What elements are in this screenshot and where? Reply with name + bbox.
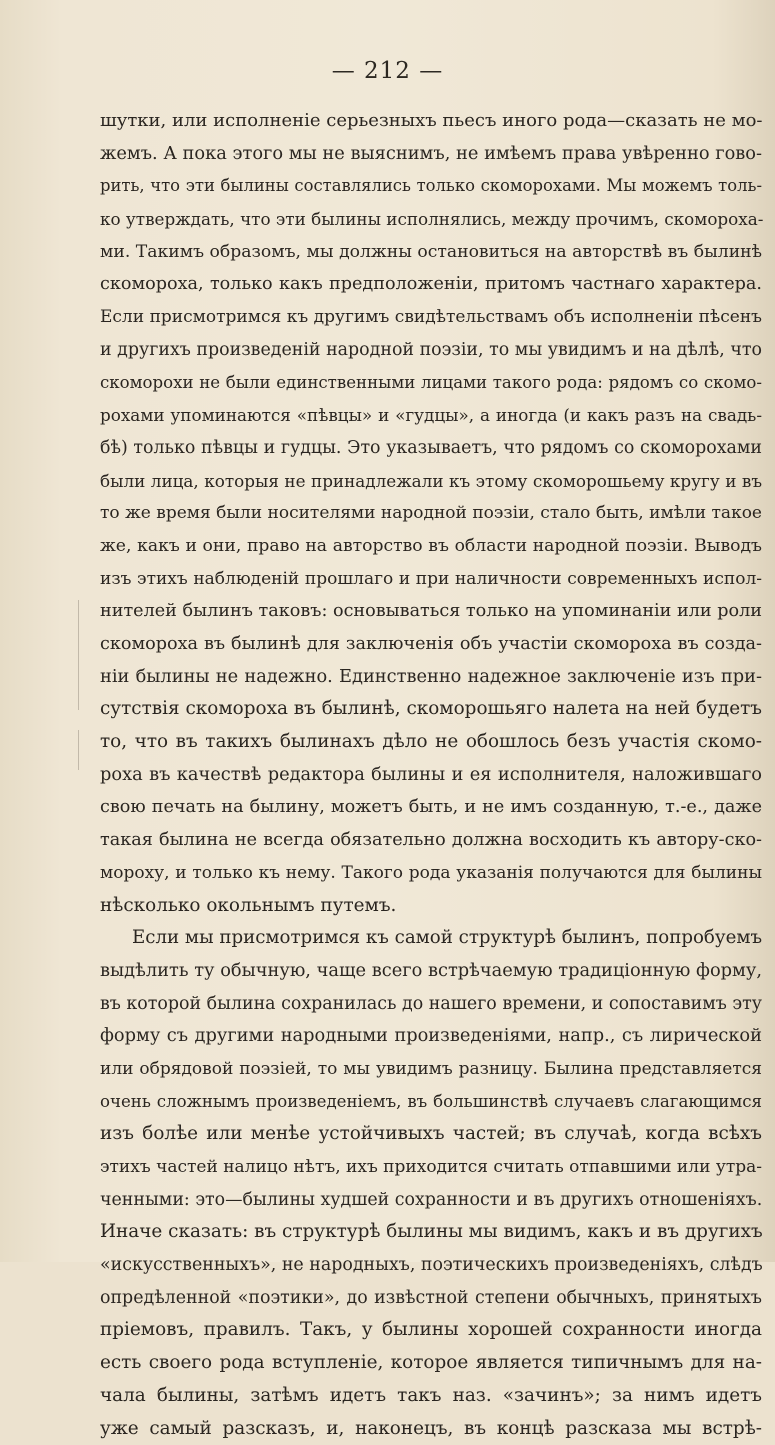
text-line: нѣсколько окольнымъ путемъ. <box>100 890 762 923</box>
text-line: же, какъ и они, право на авторство въ области народной поэзіи. Выводъ <box>100 530 762 563</box>
text-line: опредѣленной «поэтики», до извѣстной степени обычныхъ, принятыхъ <box>100 1282 762 1315</box>
margin-pencil-mark <box>78 730 79 770</box>
text-line: были лица, которыя не принадлежали къ этому скоморошьему кругу и въ <box>100 465 762 498</box>
text-line: выдѣлить ту обычную, чаще всего встрѣчаемую традиціонную форму, <box>100 955 762 988</box>
text-line: свою печать на былину, можетъ быть, и не имъ созданную, т.-е., даже <box>100 791 762 824</box>
text-line: этихъ частей налицо нѣтъ, ихъ приходится считать отпавшими или утра- <box>100 1151 762 1184</box>
text-line: «искусственныхъ», не народныхъ, поэтическихъ произведеніяхъ, слѣдъ <box>100 1249 762 1282</box>
text-line: есть своего рода вступленіе, которое является типичнымъ для на- <box>100 1347 762 1380</box>
text-line: очень сложнымъ произведеніемъ, въ большинствѣ случаевъ слагающимся <box>100 1086 762 1119</box>
text-line: рохами упоминаются «пѣвцы» и «гудцы», а иногда (и какъ разъ на свадь- <box>100 399 762 432</box>
text-line: мороху, и только къ нему. Такого рода указанія получаются для былины <box>100 857 762 890</box>
text-line: пріемовъ, правилъ. Такъ, у былины хорошей сохранности иногда <box>100 1314 762 1347</box>
text-line: шутки, или исполненіе серьезныхъ пьесъ иного рода—сказать не мо- <box>100 105 762 138</box>
text-line: и другихъ произведеній народной поэзіи, то мы увидимъ и на дѣлѣ, что <box>100 334 762 367</box>
text-line: чала былины, затѣмъ идетъ такъ наз. «зачинъ»; за нимъ идетъ <box>100 1380 762 1413</box>
margin-pencil-mark <box>78 600 79 710</box>
text-line: Если мы присмотримся къ самой структурѣ былинъ, попробуемъ <box>100 922 762 955</box>
text-line: скоморохи не были единственными лицами такого рода: рядомъ со скомо- <box>100 367 762 400</box>
paragraph-1 <box>100 105 762 922</box>
text-line: жемъ. А пока этого мы не выяснимъ, не имѣемъ права увѣренно гово- <box>100 138 762 171</box>
paragraph-2 <box>100 922 762 1445</box>
text-line: рить, что эти былины составлялись только скоморохами. Мы можемъ толь- <box>100 170 762 203</box>
text-line: изъ болѣе или менѣе устойчивыхъ частей; въ случаѣ, когда всѣхъ <box>100 1118 762 1151</box>
text-line: ченными: это—былины худшей сохранности и въ другихъ отношеніяхъ. <box>100 1184 762 1217</box>
text-line: или обрядовой поэзіей, то мы увидимъ разницу. Былина представляется <box>100 1053 762 1086</box>
text-line: изъ этихъ наблюденій прошлаго и при наличности современныхъ испол- <box>100 563 762 596</box>
text-line: нителей былинъ таковъ: основываться только на упоминаніи или роли <box>100 595 762 628</box>
text-line: скомороха, только какъ предположеніи, притомъ частнаго характера. <box>100 268 762 301</box>
text-line: роха въ качествѣ редактора былины и ея исполнителя, наложившаго <box>100 759 762 792</box>
text-line: форму съ другими народными произведеніями, напр., съ лирической <box>100 1020 762 1053</box>
page-number: — 212 — <box>0 58 775 84</box>
text-line: уже самый разсказъ, и, наконецъ, въ концѣ разсказа мы встрѣ- <box>100 1413 762 1445</box>
text-line: ніи былины не надежно. Единственно надежное заключеніе изъ при- <box>100 661 762 694</box>
body-text <box>100 105 762 1445</box>
text-line: бѣ) только пѣвцы и гудцы. Это указываетъ, что рядомъ со скоморохами <box>100 432 762 465</box>
text-line: ми. Такимъ образомъ, мы должны остановиться на авторствѣ въ былинѣ <box>100 236 762 269</box>
text-line: такая былина не всегда обязательно должна восходить къ автору-ско- <box>100 824 762 857</box>
text-line: то, что въ такихъ былинахъ дѣло не обошлось безъ участія скомо- <box>100 726 762 759</box>
text-line: ко утверждать, что эти былины исполнялись, между прочимъ, скомороха- <box>100 203 762 236</box>
text-line: сутствія скомороха въ былинѣ, скоморошьяго налета на ней будетъ <box>100 693 762 726</box>
text-line: въ которой былина сохранилась до нашего времени, и сопоставимъ эту <box>100 988 762 1021</box>
text-line: Если присмотримся къ другимъ свидѣтельствамъ объ исполненіи пѣсенъ <box>100 301 762 334</box>
text-line: скомороха въ былинѣ для заключенія объ участіи скомороха въ созда- <box>100 628 762 661</box>
text-line: то же время были носителями народной поэзіи, стало быть, имѣли такое <box>100 497 762 530</box>
text-line: Иначе сказать: въ структурѣ былины мы видимъ, какъ и въ другихъ <box>100 1216 762 1249</box>
